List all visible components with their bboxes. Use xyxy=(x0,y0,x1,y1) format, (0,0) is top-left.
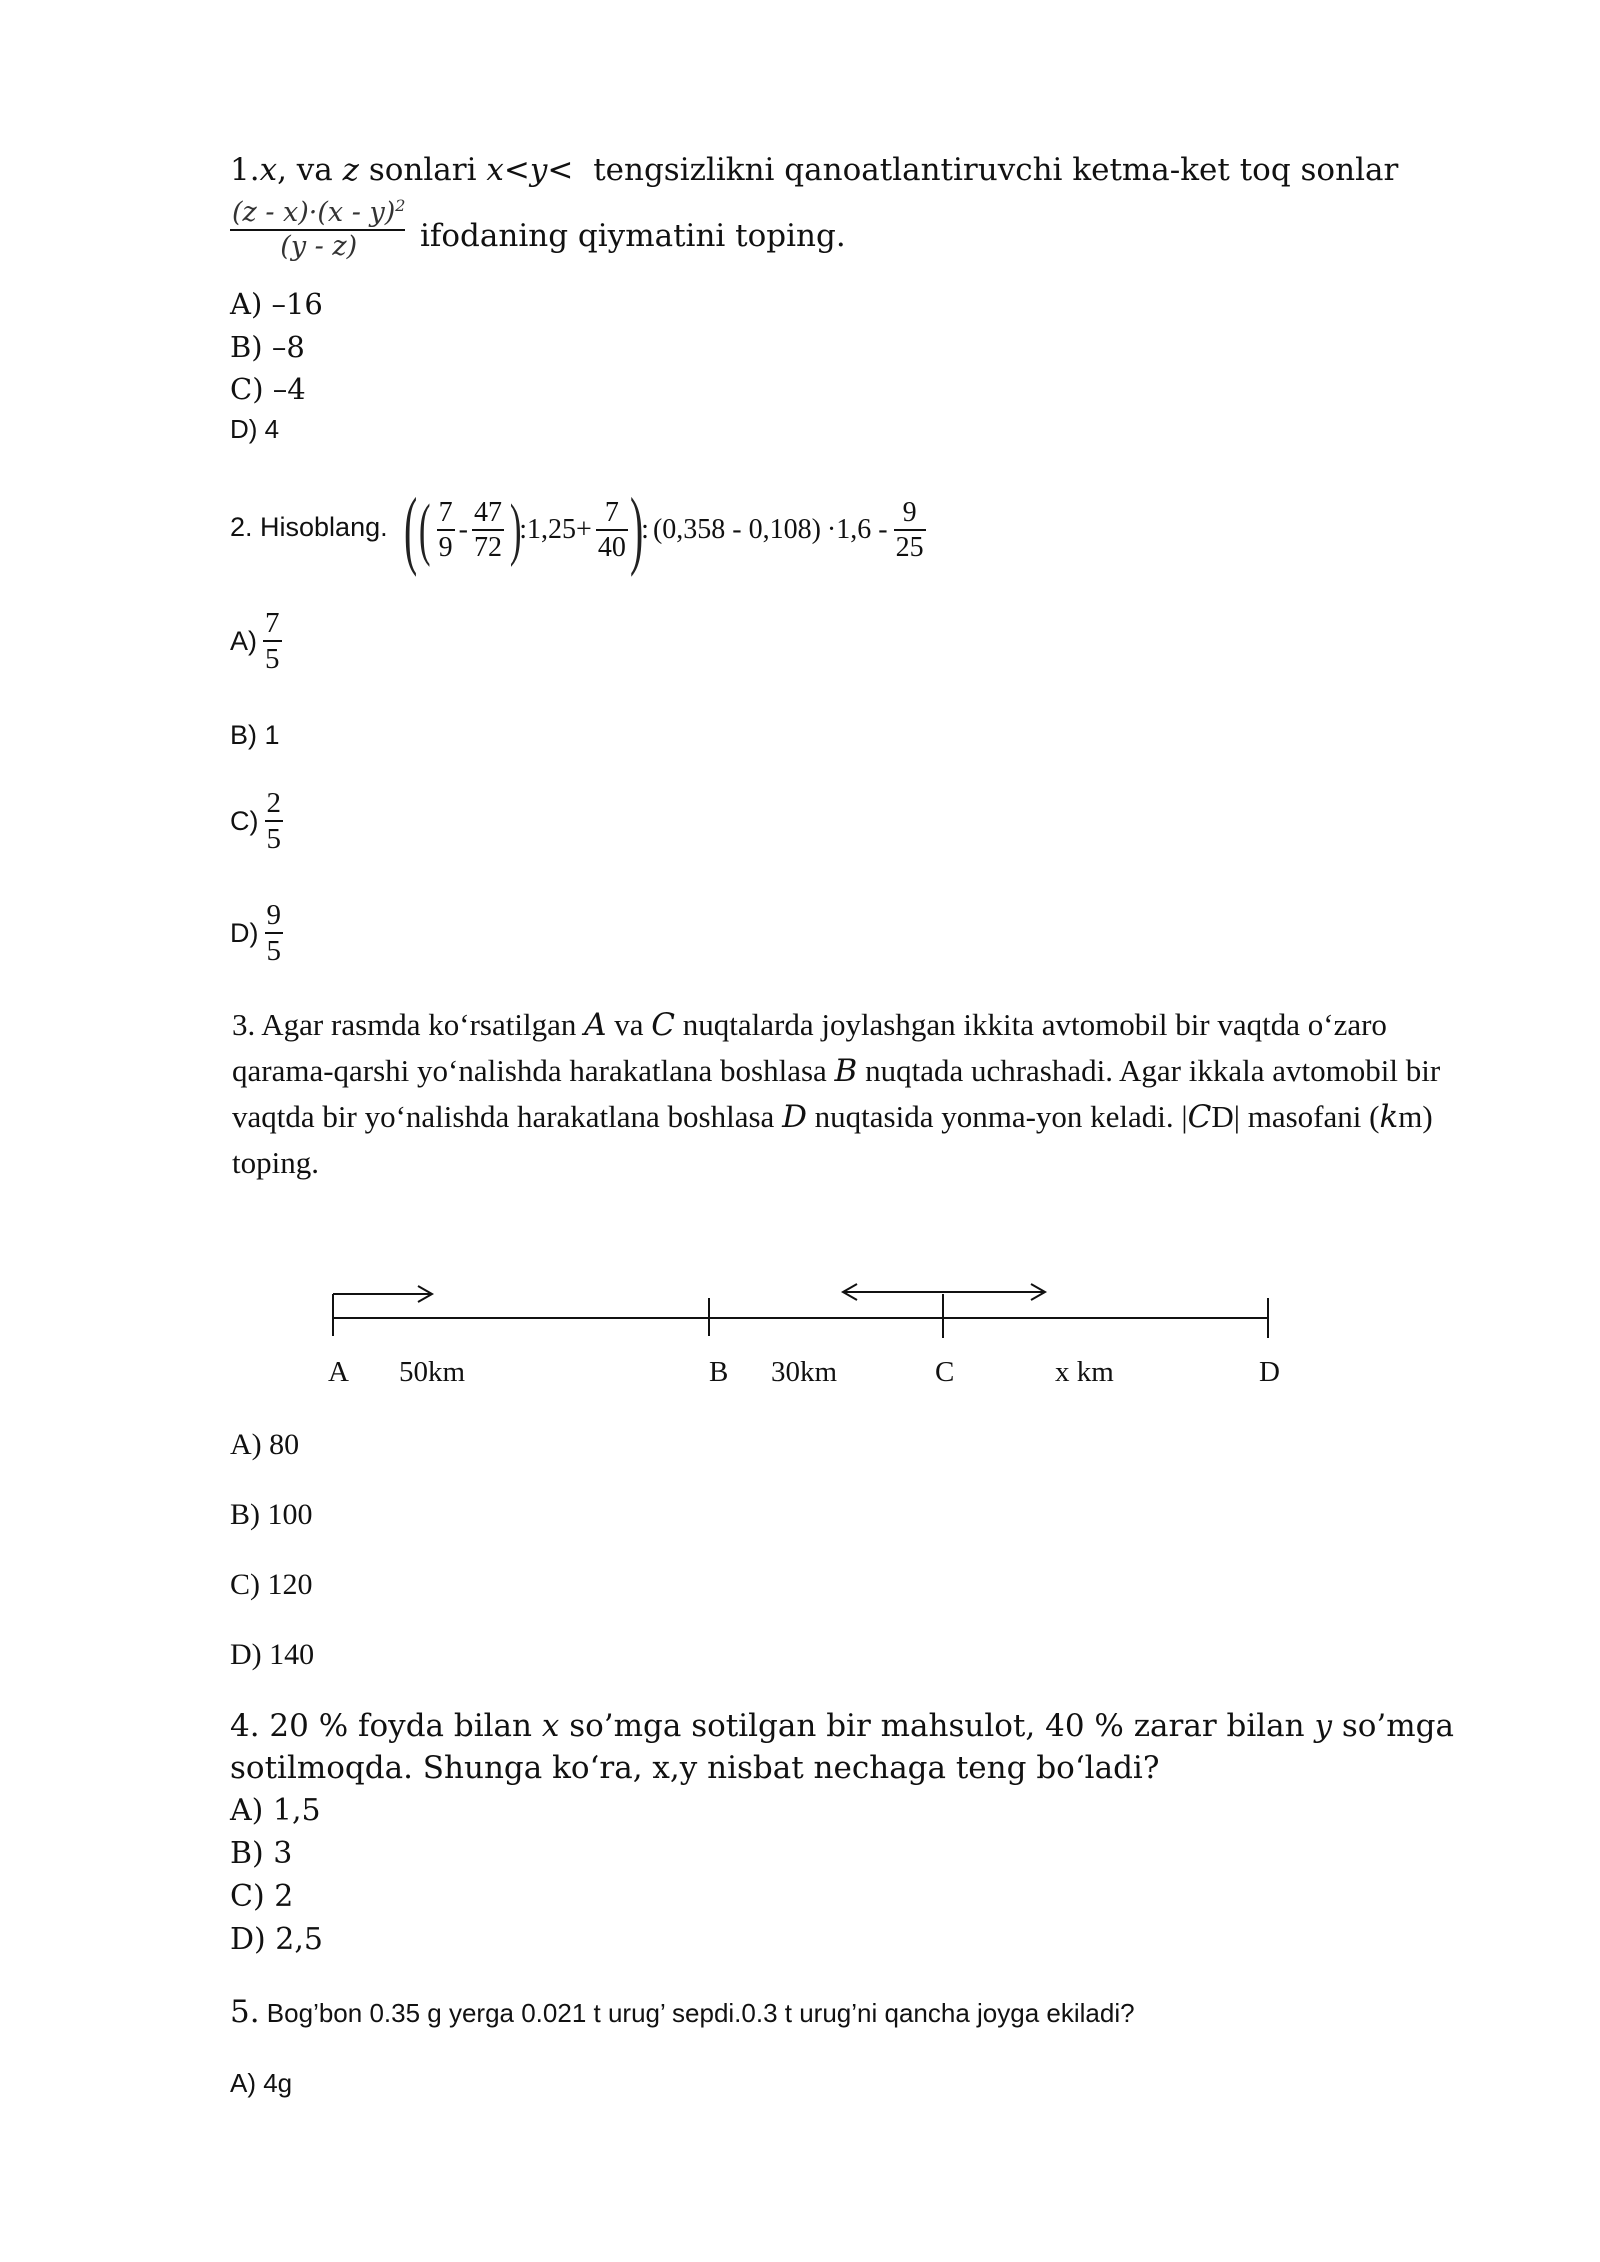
q1-rest: tengsizlikni qanoatlantiruvchi ketma-ket toq sonlar xyxy=(593,152,1399,188)
q2-option-a-num: 7 xyxy=(265,607,280,639)
q5-text: Bog’bon 0.35 g yerga 0.021 t urug’ sepdi.0.3 t urug’ni qancha joyga ekiladi? xyxy=(259,1998,1135,2028)
q3-text-1: 3. Agar rasmda ko‘rsatilgan xyxy=(232,1007,585,1042)
q2-f2-den: 72 xyxy=(473,532,502,563)
diagram-label-50km: 50km xyxy=(399,1356,466,1388)
q2-option-c-label: C) xyxy=(230,805,259,836)
q4-text-1: 4. 20 % foyda bilan xyxy=(230,1708,542,1744)
q4-option-b: B) 3 xyxy=(230,1836,293,1871)
q3-point-b: B xyxy=(834,1053,858,1089)
q3-text-5: nuqtasida yonma-yon keladi. | xyxy=(806,1099,1188,1134)
diagram-label-c: C xyxy=(935,1356,955,1388)
q1-sonlari: sonlari xyxy=(368,152,477,188)
q4-var-x: x xyxy=(541,1708,560,1744)
diagram-label-d: D xyxy=(1259,1356,1280,1388)
q3-option-d: D) 140 xyxy=(230,1638,315,1671)
q1-va: va xyxy=(296,152,333,188)
q2-f1-den: 9 xyxy=(438,532,453,563)
diagram-label-b: B xyxy=(709,1356,729,1388)
q3-point-a: A xyxy=(584,1007,607,1043)
q1-comma: , xyxy=(277,152,287,188)
q2-option-d-den: 5 xyxy=(266,935,281,968)
q2-f1-num: 7 xyxy=(438,496,453,528)
q2-f3-den: 40 xyxy=(597,532,626,563)
q3-option-a: A) 80 xyxy=(230,1428,300,1461)
q3-text-4: nuqtada uchrashadi. Agar ikkala avtomobil bir vaqtda bir yo‘nalishda harakatlana boshlasa xyxy=(232,1053,1441,1134)
q3-text-6: | masofani ( xyxy=(1233,1099,1380,1134)
q1-frac-exponent: 2 xyxy=(395,196,406,215)
q2-expression: ( ( $\frac{7}{9}$ - $\frac{47}{72}$ ) :1,25+ $\frac{7}{40}$ ) : (0,358 - 0,108) ·1,6 - $\frac{9}{25}$ xyxy=(404,481,924,578)
q2-tail: ·1,6 - xyxy=(826,514,888,545)
q5-number: 5. xyxy=(230,1994,260,2030)
q3-text-7: m) toping. xyxy=(232,1099,1433,1180)
q2-option-c-num: 2 xyxy=(266,787,281,819)
q1-var-z: z xyxy=(342,152,359,188)
q1-frac-numerator: (z - x)·(x - y) xyxy=(232,197,396,228)
q4-option-c: C) 2 xyxy=(230,1879,294,1914)
q2-option-c-den: 5 xyxy=(266,823,281,856)
q1-frac-denominator: (y - z) xyxy=(280,231,358,263)
diagram-label-30km: 30km xyxy=(771,1356,838,1388)
q4-line2: sotilmoqda. Shunga ko‘ra, x,y nisbat nechaga teng bo‘ladi? xyxy=(230,1750,1160,1786)
q4-var-y: y xyxy=(1314,1708,1332,1744)
q1-ask: ifodaning qiymatini toping. xyxy=(420,218,846,254)
q1-option-d: D) 4 xyxy=(230,414,280,444)
q4-text-3: so’mga xyxy=(1332,1708,1455,1744)
q1-number: 1. xyxy=(230,152,260,188)
q1-var-x: x xyxy=(259,152,278,188)
q2-minus: - xyxy=(458,514,468,545)
q3-cd-c: C xyxy=(1187,1099,1212,1135)
diagram-label-xkm: x km xyxy=(1055,1356,1114,1388)
q2-f3-num: 7 xyxy=(604,496,619,528)
q2-div1: :1,25+ xyxy=(519,514,592,545)
q2-f4-den: 25 xyxy=(895,532,924,563)
q2-paren-expr: (0,358 - 0,108) xyxy=(652,514,821,545)
q2-label: 2. Hisoblang. xyxy=(230,512,388,542)
q3-point-d: D xyxy=(782,1099,807,1135)
q3-point-c: C xyxy=(651,1007,675,1043)
q3-text-3: nuqtalarda joylashgan ikkita avtomobil bir vaqtda o‘zaro qarama-qarshi yo‘nalishda harakatlana boshlasa xyxy=(232,1007,1387,1088)
q3-text-2: va xyxy=(606,1007,652,1042)
q1-inequality: x<y< xyxy=(486,152,574,188)
q5-statement xyxy=(230,1994,1135,2030)
q4-line1 xyxy=(230,1708,1454,1744)
q1-option-a: A) –16 xyxy=(230,287,323,321)
q2-div2: : xyxy=(641,514,649,545)
q4-text-2: so’mga sotilgan bir mahsulot, 40 % zarar bilan xyxy=(559,1708,1315,1744)
q5-option-a: A) 4g xyxy=(230,2068,293,2098)
q4-option-d: D) 2,5 xyxy=(230,1922,324,1957)
q1-option-c: C) –4 xyxy=(230,372,306,406)
q3-option-b: B) 100 xyxy=(230,1498,313,1531)
q2-option-a-label: A) xyxy=(230,625,257,656)
q3-k: k xyxy=(1379,1099,1399,1135)
q2-f4-num: 9 xyxy=(902,496,917,528)
q2-option-d-label: D) xyxy=(230,917,259,948)
q3-cd-d: D xyxy=(1211,1099,1234,1134)
q2-option-d-num: 9 xyxy=(266,899,281,931)
q2-option-b: B) 1 xyxy=(230,720,280,750)
q1-option-b: B) –8 xyxy=(230,330,305,364)
q4-option-a: A) 1,5 xyxy=(230,1793,321,1828)
q3-option-c: C) 120 xyxy=(230,1568,313,1601)
q2-option-a-den: 5 xyxy=(265,643,280,676)
diagram-label-a: A xyxy=(328,1356,349,1388)
q2-f2-num: 47 xyxy=(473,496,502,528)
